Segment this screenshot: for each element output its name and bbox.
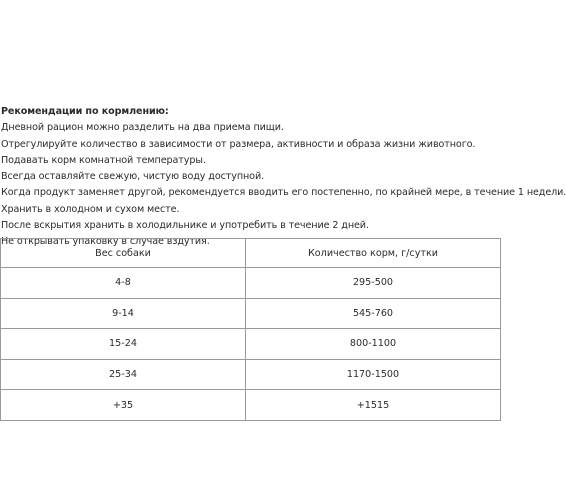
- weight-cell: 9-14: [1, 298, 246, 329]
- table-row: [1, 268, 501, 299]
- recommendation-line: Не открывать упаковку в случае вздутия.: [1, 236, 210, 248]
- recommendation-line: Всегда оставляйте свежую, чистую воду доступной.: [1, 171, 265, 183]
- recommendation-line: Подавать корм комнатной температуры.: [1, 154, 206, 166]
- amount-cell: 1170-1500: [246, 359, 501, 390]
- column-header-weight: Вес собаки: [1, 239, 246, 268]
- feeding-recommendations: [1, 104, 566, 251]
- weight-cell: 15-24: [1, 329, 246, 360]
- amount-cell: 295-500: [246, 268, 501, 299]
- recommendation-line: Хранить в холодном и сухом месте.: [1, 203, 180, 215]
- table-header-row: [1, 239, 501, 268]
- recommendation-line: После вскрытия хранить в холодильнике и употребить в течение 2 дней.: [1, 220, 369, 232]
- amount-cell: 800-1100: [246, 329, 501, 360]
- table-row: [1, 298, 501, 329]
- column-header-amount: Количество корм, г/сутки: [246, 239, 501, 268]
- table-row: [1, 359, 501, 390]
- table-row: [1, 390, 501, 421]
- weight-cell: 4-8: [1, 268, 246, 299]
- feeding-table: [0, 238, 501, 421]
- section-heading: Рекомендации по кормлению:: [1, 106, 169, 117]
- weight-cell: 25-34: [1, 359, 246, 390]
- recommendation-line: Дневной рацион можно разделить на два приема пищи.: [1, 122, 284, 134]
- recommendation-line: Отрегулируйте количество в зависимости от размера, активности и образа жизни животного.: [1, 138, 476, 150]
- table-row: [1, 329, 501, 360]
- weight-cell: +35: [1, 390, 246, 421]
- amount-cell: 545-760: [246, 298, 501, 329]
- recommendation-line: Когда продукт заменяет другой, рекомендуется вводить его постепенно, по крайней мере, в течение 1 недели.: [1, 187, 566, 199]
- amount-cell: +1515: [246, 390, 501, 421]
